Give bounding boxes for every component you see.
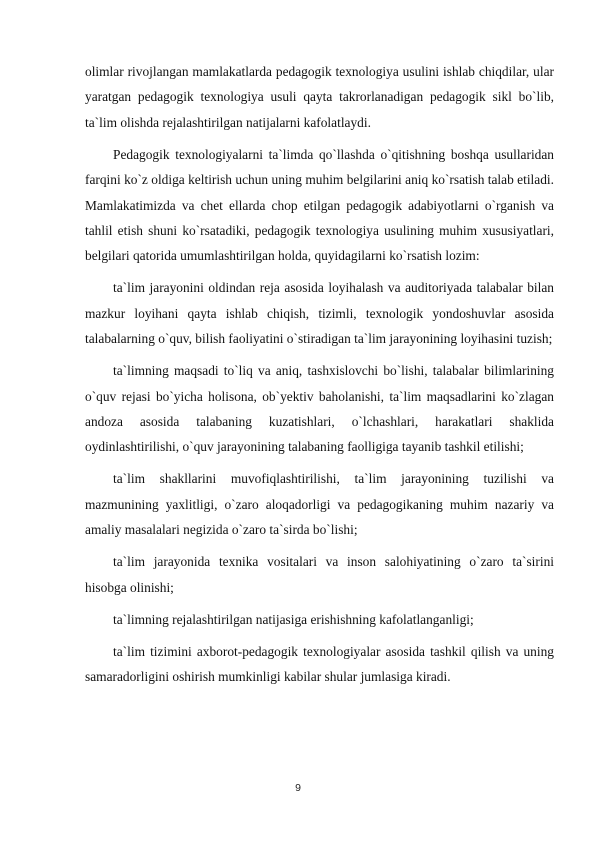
list-item-kafolatlanganlik: ta`limning rejalashtirilgan natijasiga erishishning kafolatlanganligi; <box>113 611 474 627</box>
list-item-shakllari: ta`lim shakllarini muvofiqlashtirilishi, ta`lim jarayonining tuzilishi va mazmunining yaxlitligi, o`zaro aloqadorligi va pedagogikaning muhim nazariy va amaliy masalalari negizida o`zaro ta`sirda bo`lishi; <box>85 471 554 538</box>
list-item-loyihalash: ta`lim jarayonini oldindan reja asosida loyihalash va auditoriyada talabalar bilan mazkur loyihani qayta ishlab chiqish, tizimli, texnologik yondoshuvlar asosida talabalarning o`quv, bilish faoliyatini o`stiradigan ta`lim jarayonining loyihasini tuzish; <box>85 280 554 347</box>
paragraph-pedagogik-texnologiyalar: Pedagogik texnologiyalarni ta`limda qo`llashda o`qitishning boshqa usullaridan farqini ko`z oldiga keltirish uchun uning muhim belgilarini aniq ko`rsatish talab etiladi. Mamlakatimizda va chet ellarda chop etilgan pedagogik adabiyotlarni o`rganish va tahlil etish shuni ko`rsatadiki, pedagogik texnologiya usulining muhim xususiyatlari, belgilari qatorida umumlashtirilgan holda, quyidagilarni ko`rsatish lozim: <box>85 146 554 264</box>
list-item-texnika-vositalari: ta`lim jarayonida texnika vositalari va inson salohiyatining o`zaro ta`sirini hisobga olinishi; <box>85 554 554 595</box>
page-body <box>85 59 554 696</box>
paragraph-continuation: olimlar rivojlangan mamlakatlarda pedagogik texnologiya usulini ishlab chiqdilar, ular yaratgan pedagogik texnologiya usuli qayta takrorlanadigan pedagogik sikl bo`lib, ta`lim olishda rejalashtirilgan natijalarni kafolatlaydi. <box>85 64 554 130</box>
page-number: 9 <box>295 782 301 794</box>
list-item-axborot-texnologiyalar: ta`lim tizimini axborot-pedagogik texnologiyalar asosida tashkil qilish va uning samaradorligini oshirish mumkinligi kabilar shular jumlasiga kiradi. <box>85 643 554 685</box>
list-item-maqsadi: ta`limning maqsadi to`liq va aniq, tashxislovchi bo`lishi, talabalar bilimlarining o`quv rejasi bo`yicha holisona, ob`yektiv baholanishi, ta`lim maqsadlarini ko`zlagan andoza asosida talabaning kuzatishlari, o`lchashlari, harakatlari shaklida oydinlashtirilishi, o`quv jarayonining talabaning faolligiga tayanib tashkil etilishi; <box>85 363 554 455</box>
